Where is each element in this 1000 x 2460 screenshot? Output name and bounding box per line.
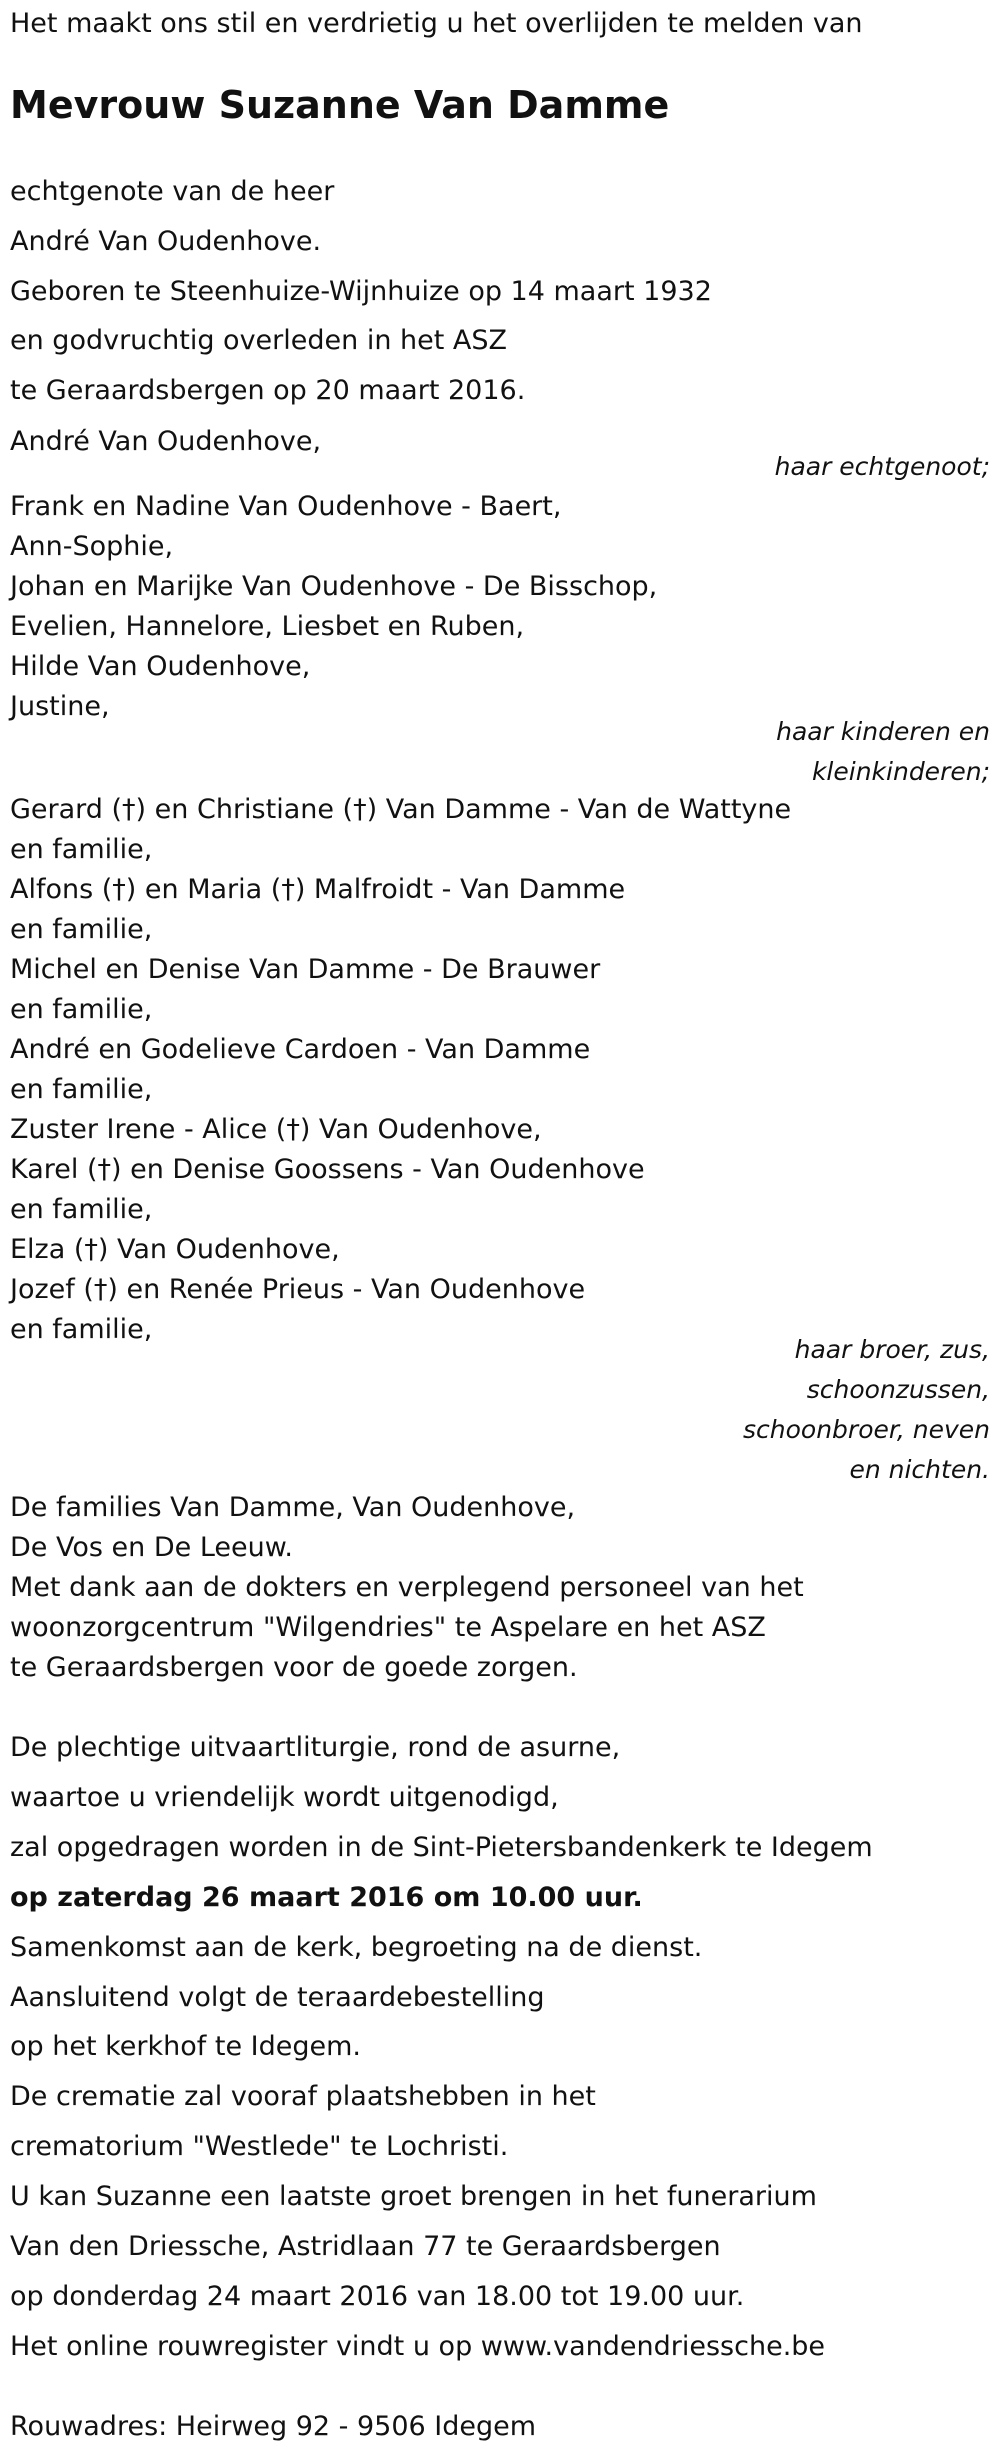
families-line: Met dank aan de dokters en verplegend personeel van het xyxy=(10,1572,804,1603)
sibling-line: Elza (†) Van Oudenhove, xyxy=(10,1234,340,1265)
spouse-name: André Van Oudenhove, xyxy=(10,426,322,457)
siblings-role: en nichten. xyxy=(849,1455,990,1484)
sibling-line: en familie, xyxy=(10,1074,153,1105)
child-line: Evelien, Hannelore, Liesbet en Ruben, xyxy=(10,611,525,642)
sibling-line: Michel en Denise Van Damme - De Brauwer xyxy=(10,954,601,985)
sibling-line: en familie, xyxy=(10,994,153,1025)
families-line: De families Van Damme, Van Oudenhove, xyxy=(10,1492,576,1523)
sibling-line: en familie, xyxy=(10,1314,153,1345)
bio-line: en godvruchtig overleden in het ASZ xyxy=(10,325,508,356)
families-line: woonzorgcentrum "Wilgendries" te Aspelare en het ASZ xyxy=(10,1612,766,1643)
child-line: Ann-Sophie, xyxy=(10,531,174,562)
sibling-line: en familie, xyxy=(10,1194,153,1225)
sibling-line: Karel (†) en Denise Goossens - Van Oudenhove xyxy=(10,1154,645,1185)
bio-line: André Van Oudenhove. xyxy=(10,226,322,257)
child-line: Frank en Nadine Van Oudenhove - Baert, xyxy=(10,491,562,522)
sibling-line: André en Godelieve Cardoen - Van Damme xyxy=(10,1034,591,1065)
sibling-line: Jozef (†) en Renée Prieus - Van Oudenhove xyxy=(10,1274,586,1305)
detail-line: De crematie zal vooraf plaatshebben in het xyxy=(10,2081,596,2112)
detail-line: crematorium "Westlede" te Lochristi. xyxy=(10,2131,509,2162)
deceased-name: Mevrouw Suzanne Van Damme xyxy=(10,83,670,127)
ceremony-line: De plechtige uitvaartliturgie, rond de asurne, xyxy=(10,1732,621,1763)
detail-line: op donderdag 24 maart 2016 van 18.00 tot 19.00 uur. xyxy=(10,2281,745,2312)
detail-line: Het online rouwregister vindt u op www.vandendriessche.be xyxy=(10,2331,826,2362)
sibling-line: Gerard (†) en Christiane (†) Van Damme - Van de Wattyne xyxy=(10,794,792,825)
child-line: Justine, xyxy=(10,691,110,722)
mourning-address: Rouwadres: Heirweg 92 - 9506 Idegem xyxy=(10,2411,537,2442)
detail-line: op het kerkhof te Idegem. xyxy=(10,2031,361,2062)
bio-line: te Geraardsbergen op 20 maart 2016. xyxy=(10,375,526,406)
sibling-line: Zuster Irene - Alice (†) Van Oudenhove, xyxy=(10,1114,542,1145)
bio-line: Geboren te Steenhuize-Wijnhuize op 14 maart 1932 xyxy=(10,276,712,307)
spouse-role: haar echtgenoot; xyxy=(774,452,990,481)
detail-line: U kan Suzanne een laatste groet brengen in het funerarium xyxy=(10,2181,817,2212)
ceremony-line: waartoe u vriendelijk wordt uitgenodigd, xyxy=(10,1782,559,1813)
sibling-line: Alfons (†) en Maria (†) Malfroidt - Van Damme xyxy=(10,874,626,905)
siblings-role: schoonbroer, neven xyxy=(743,1415,990,1444)
families-line: De Vos en De Leeuw. xyxy=(10,1532,293,1563)
detail-line: Aansluitend volgt de teraardebestelling xyxy=(10,1982,545,2013)
children-role: kleinkinderen; xyxy=(811,757,990,786)
sibling-line: en familie, xyxy=(10,834,153,865)
siblings-role: haar broer, zus, xyxy=(794,1335,990,1364)
siblings-role: schoonzussen, xyxy=(806,1375,990,1404)
ceremony-date: op zaterdag 26 maart 2016 om 10.00 uur. xyxy=(10,1882,643,1913)
ceremony-line: zal opgedragen worden in de Sint-Pietersbandenkerk te Idegem xyxy=(10,1832,873,1863)
children-role: haar kinderen en xyxy=(776,717,990,746)
child-line: Johan en Marijke Van Oudenhove - De Bisschop, xyxy=(10,571,658,602)
sibling-line: en familie, xyxy=(10,914,153,945)
detail-line: Samenkomst aan de kerk, begroeting na de dienst. xyxy=(10,1932,703,1963)
detail-line: Van den Driessche, Astridlaan 77 te Geraardsbergen xyxy=(10,2231,721,2262)
child-line: Hilde Van Oudenhove, xyxy=(10,651,311,682)
bio-line: echtgenote van de heer xyxy=(10,176,335,207)
families-line: te Geraardsbergen voor de goede zorgen. xyxy=(10,1652,578,1683)
intro-text: Het maakt ons stil en verdrietig u het overlijden te melden van xyxy=(10,8,863,39)
